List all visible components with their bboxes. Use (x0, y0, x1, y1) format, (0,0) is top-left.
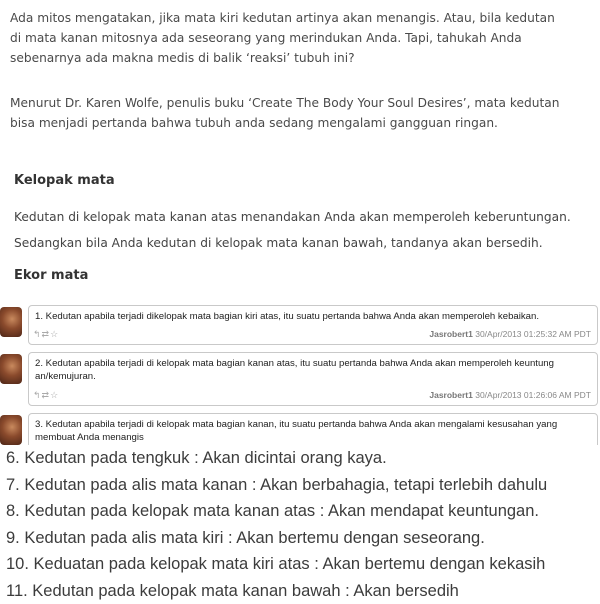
list-item: 8. Kedutan pada kelopak mata kanan atas : Akan mendapat keuntungan. (6, 498, 600, 525)
avatar[interactable] (0, 307, 22, 337)
text-line: Sedangkan bila Anda kedutan di kelopak mata kanan bawah, tandanya akan bersedih. (14, 230, 571, 256)
comment-box (28, 352, 598, 406)
comment-text: 1. Kedutan apabila terjadi dikelopak mata bagian kiri atas, itu suatu pertanda bahwa Anda akan memperoleh kebaikan. (35, 310, 595, 323)
text-line: bisa menjadi pertanda bahwa tubuh anda sedang mengalami gangguan ringan. (10, 113, 600, 133)
reply-retweet-favorite-icon[interactable]: ↰⇄☆ (33, 329, 59, 340)
avatar[interactable] (0, 354, 22, 384)
text-line: Kedutan di kelopak mata kanan atas menandakan Anda akan memperoleh keberuntungan. (14, 204, 571, 230)
list-item: 6. Kedutan pada tengkuk : Akan dicintai orang kaya. (6, 445, 600, 472)
comment-timestamp: 30/Apr/2013 01:25:32 AM PDT (475, 329, 591, 339)
list-item: 9. Kedutan pada alis mata kiri : Akan bertemu dengan seseorang. (6, 525, 600, 552)
intro-paragraph-1 (10, 8, 600, 68)
comment-meta (429, 390, 591, 400)
text-line: Ada mitos mengatakan, jika mata kiri kedutan artinya akan menangis. Atau, bila kedutan (10, 8, 600, 28)
text-line: di mata kanan mitosnya ada seseorang yang merindukan Anda. Tapi, tahukah Anda (10, 28, 600, 48)
comment-meta (429, 329, 591, 339)
section-kelopak-text (14, 204, 571, 256)
section-heading-kelopak: Kelopak mata (14, 173, 115, 188)
section-heading-ekor: Ekor mata (14, 268, 88, 283)
comment-text: 2. Kedutan apabila terjadi di kelopak mata bagian kanan atas, itu suatu pertanda bahwa Anda akan memperoleh keuntung an/kemujuran. (35, 357, 595, 383)
comment-footer (33, 390, 591, 402)
text-line: Menurut Dr. Karen Wolfe, penulis buku ‘Create The Body Your Soul Desires’, mata kedutan (10, 93, 600, 113)
list-item: 7. Kedutan pada alis mata kanan : Akan berbahagia, tetapi terlebih dahulu (6, 472, 600, 499)
comment-footer (33, 329, 591, 341)
intro-paragraph-2 (10, 93, 600, 133)
comment-username[interactable]: Jasrobert1 (429, 390, 472, 400)
avatar[interactable] (0, 415, 22, 445)
list-item: 11. Kedutan pada kelopak mata kanan bawah : Akan bersedih (6, 578, 600, 604)
reply-retweet-favorite-icon[interactable]: ↰⇄☆ (33, 390, 59, 401)
list-item: 10. Keduatan pada kelopak mata kiri atas : Akan bertemu dengan kekasih (6, 551, 600, 578)
comment-username[interactable]: Jasrobert1 (429, 329, 472, 339)
comment-text: 3. Kedutan apabila terjadi di kelopak mata bagian kanan, itu suatu pertanda bahwa Anda akan mengalami kesusahan yang membuat Anda menangis (35, 418, 595, 444)
comment-timestamp: 30/Apr/2013 01:26:06 AM PDT (475, 390, 591, 400)
comment-box (28, 305, 598, 345)
text-line: sebenarnya ada makna medis di balik ‘reaksi’ tubuh ini? (10, 48, 600, 68)
numbered-list (6, 445, 600, 604)
